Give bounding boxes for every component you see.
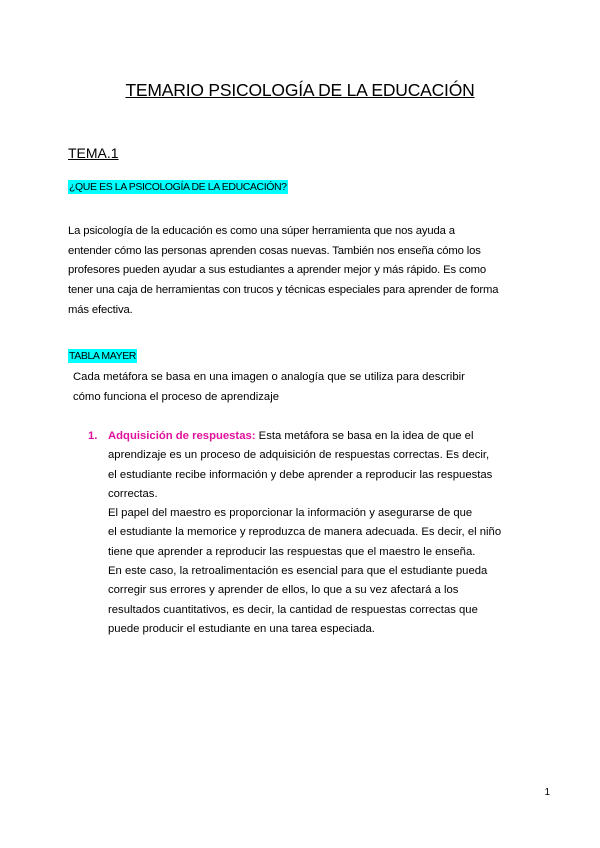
list-item-line: tiene que aprender a reproducir las respuestas que el maestro le enseña. [108, 545, 476, 558]
paragraph-line: La psicología de la educación es como una súper herramienta que nos ayuda a [68, 225, 455, 237]
list-item-line: el estudiante la memorice y reproduzca de manera adecuada. Es decir, el niño [108, 526, 502, 539]
list-item [108, 427, 528, 639]
paragraph-line: tener una caja de herramientas con trucos y técnicas especiales para aprender de forma [68, 284, 499, 297]
list-item-line: En este caso, la retroalimentación es esencial para que el estudiante pueda [108, 565, 488, 578]
list-item-line: resultados cuantitativos, es decir, la cantidad de respuestas correctas que [108, 603, 478, 616]
page-number: 1 [544, 787, 550, 798]
list-item-line: el estudiante recibe información y debe aprender a reproducir las respuestas [108, 468, 493, 481]
list-item-first-line [108, 427, 528, 446]
section-heading: TEMA.1 [68, 145, 119, 161]
list-item-line: El papel del maestro es proporcionar la información y asegurarse de que [108, 507, 473, 520]
intro-line: Cada metáfora se basa en una imagen o analogía que se utiliza para describir [73, 371, 465, 383]
paragraph-line: entender cómo las personas aprenden cosas nuevas. También nos enseña cómo los [68, 244, 481, 257]
list-item-line: aprendizaje es un proceso de adquisición de respuestas correctas. Es decir, [108, 449, 490, 462]
highlighted-tabla: TABLA MAYER [69, 350, 136, 362]
question-heading [68, 177, 288, 195]
list-number: 1. [88, 430, 98, 442]
list-item-first-text: Esta metáfora se basa en la idea de que el [255, 430, 474, 442]
list-item-line: correctas. [108, 487, 158, 500]
paragraph-line: profesores pueden ayudar a sus estudiantes a aprender mejor y más rápido. Es como [68, 264, 486, 277]
list-item-line: corregir sus errores y aprender de ellos, lo que a su vez afectará a los [108, 584, 459, 597]
document-title: TEMARIO PSICOLOGÍA DE LA EDUCACIÓN [125, 80, 475, 100]
list-item-line: puede producir el estudiante en una tarea especiada. [108, 622, 375, 635]
highlighted-question: ¿QUE ES LA PSICOLOGÍA DE LA EDUCACIÓN? [69, 181, 287, 193]
intro-paragraph [73, 368, 543, 407]
tabla-heading [68, 346, 137, 364]
definition-paragraph [68, 222, 553, 321]
list-item-term: Adquisición de respuestas: [108, 430, 256, 442]
intro-line: cómo funciona el proceso de aprendizaje [73, 390, 279, 403]
paragraph-line: más efectiva. [68, 303, 133, 316]
